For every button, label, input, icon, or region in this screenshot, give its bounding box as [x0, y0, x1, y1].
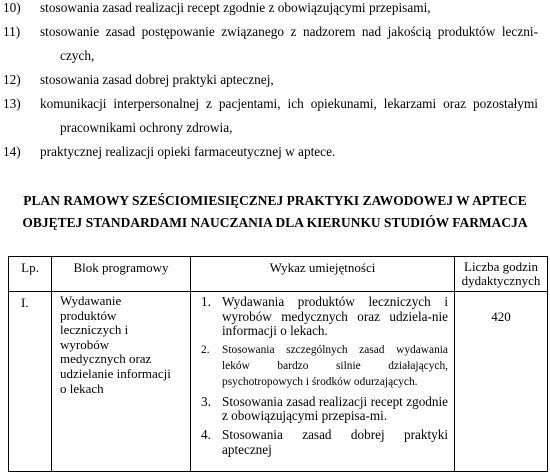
list-item: [0, 69, 550, 91]
list-item-number: 14): [3, 144, 21, 159]
skill-number: 2.: [201, 344, 210, 357]
skill-item: [191, 428, 454, 457]
list-item-number: 13): [3, 96, 21, 111]
cell-lp: I.: [9, 292, 52, 472]
list-item-continuation: czych,: [60, 48, 95, 63]
list-item-text: stosowania zasad realizacji recept zgodnie z obowiązującymi przepisami,: [40, 0, 431, 15]
list-item-number: 12): [3, 72, 21, 87]
list-item: [0, 93, 550, 137]
skill-number: 3.: [201, 393, 211, 409]
skill-text: Stosowania zasad dobrej praktyki aptecznej: [222, 426, 448, 457]
cell-blok: [52, 292, 191, 472]
skill-item: [191, 343, 454, 390]
skills-numbered-list: [191, 295, 454, 457]
section-heading-line-1: PLAN RAMOWY SZEŚCIOMIESIĘCZNEJ PRAKTYKI ZAWODOWEJ W APTECE: [23, 193, 527, 208]
skill-item: [191, 295, 454, 339]
section-heading-line-2: OBJĘTEJ STANDARDAMI NAUCZANIA DLA KIERUNKU STUDIÓW FARMACJA: [22, 215, 528, 230]
list-item-text: praktycznej realizacji opieki farmaceutycznej w aptece.: [40, 144, 336, 159]
skill-item: [191, 395, 454, 424]
skill-number: 1.: [201, 294, 211, 309]
table-row: [9, 292, 548, 472]
list-item-number: 10): [3, 0, 21, 15]
cell-wykaz: [191, 292, 455, 472]
list-item: [0, 0, 550, 19]
header-godziny: Liczba godzin dydaktycznych: [455, 257, 548, 292]
header-lp: Lp.: [9, 257, 52, 292]
skill-text: Stosowania szczególnych zasad wydawania leków bardzo silnie działających, psychotropowych i środków odurzających.: [222, 344, 448, 388]
skill-number: 4.: [201, 426, 211, 442]
list-item-text: komunikacji interpersonalnej z pacjentami, ich opiekunami, lekarzami oraz pozostałymi: [40, 96, 538, 111]
list-item: [0, 141, 550, 163]
list-item-number: 11): [3, 24, 21, 39]
header-blok: Blok programowy: [52, 257, 191, 292]
list-item-continuation: pracownikami ochrony zdrowia,: [60, 120, 233, 135]
cell-godziny: 420: [455, 292, 548, 472]
skill-text: Stosowania zasad realizacji recept zgodnie z obowiązującymi przepisa-mi.: [222, 393, 448, 424]
list-item: [0, 21, 550, 65]
table-header-row: [9, 257, 548, 292]
blok-text: Wydawanie produktów leczniczych i wyrobów medycznych oraz udzielanie informacji o lekach: [60, 293, 171, 396]
practice-plan-table: [8, 256, 548, 472]
skill-text: Wydawania produktów leczniczych i wyrobów medycznych oraz udziela-nie informacji o lekach.: [222, 294, 448, 339]
header-wykaz: Wykaz umiejętności: [191, 257, 455, 292]
list-item-text: stosowania zasad dobrej praktyki aptecznej,: [40, 72, 274, 87]
list-item-text: stosowanie zasad postępowanie związanego z nadzorem nad jakością produktów leczni-: [40, 24, 538, 39]
